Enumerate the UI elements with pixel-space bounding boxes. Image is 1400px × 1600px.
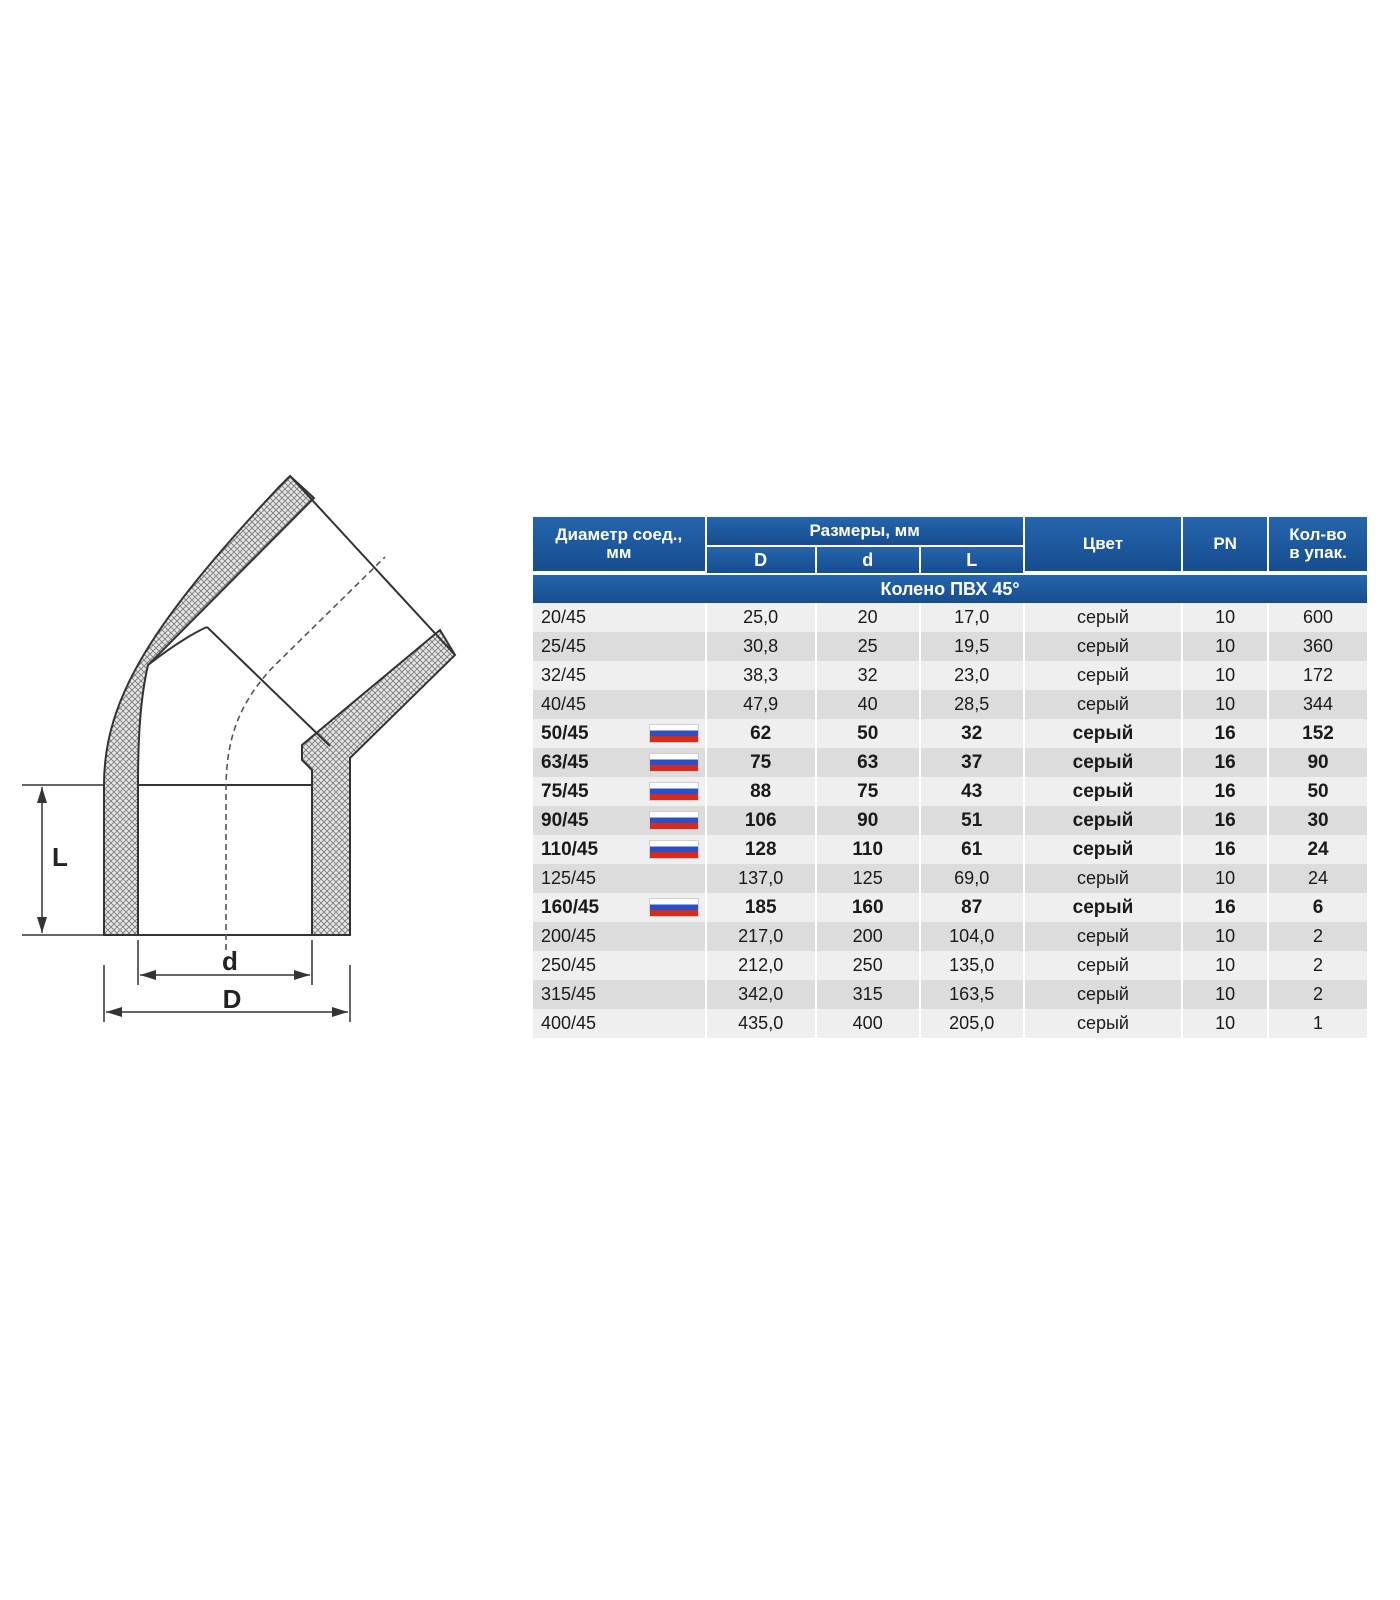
cell-qty: 360: [1269, 632, 1367, 661]
size-label: 32/45: [541, 665, 587, 685]
size-label: 110/45: [541, 838, 599, 860]
cell-d: 90: [817, 806, 919, 835]
table-caption: Колено ПВХ 45°: [533, 573, 1367, 603]
cell-d: 88: [707, 777, 815, 806]
cell-size: [533, 806, 705, 835]
russia-flag-icon: [649, 753, 699, 772]
dimension-L-arrow-top: [37, 787, 47, 803]
cell-d: 137,0: [707, 864, 815, 893]
size-label: 25/45: [541, 636, 587, 656]
cell-pn: 16: [1183, 719, 1267, 748]
cell-d: 125: [817, 864, 919, 893]
cell-size: [533, 835, 705, 864]
size-label: 400/45: [541, 1013, 597, 1033]
dimension-D-label: D: [222, 984, 242, 1014]
cell-qty: 344: [1269, 690, 1367, 719]
cell-color: серый: [1025, 922, 1182, 951]
cell-d: 435,0: [707, 1009, 815, 1038]
spec-table: [531, 517, 1369, 1038]
cell-qty: 24: [1269, 864, 1367, 893]
cell-d: 50: [817, 719, 919, 748]
table-row: [533, 632, 1367, 661]
dimension-d-arrow-right: [294, 970, 310, 980]
cell-size: [533, 719, 705, 748]
dimension-d-arrow-left: [140, 970, 156, 980]
cell-pn: 10: [1183, 603, 1267, 632]
cell-color: серый: [1025, 632, 1182, 661]
cell-size: [533, 748, 705, 777]
cell-qty: 2: [1269, 980, 1367, 1009]
cell-d: 25: [817, 632, 919, 661]
dimension-D-arrow-left: [106, 1007, 122, 1017]
cell-pn: 10: [1183, 922, 1267, 951]
elbow-drawing: [0, 470, 470, 1030]
cell-qty: 50: [1269, 777, 1367, 806]
cell-qty: 152: [1269, 719, 1367, 748]
cell-d: 212,0: [707, 951, 815, 980]
table-row: [533, 690, 1367, 719]
cell-d: 62: [707, 719, 815, 748]
cell-l: 28,5: [921, 690, 1023, 719]
russia-flag-icon: [649, 782, 699, 801]
size-label: 63/45: [541, 751, 589, 773]
cell-size: [533, 603, 705, 632]
cell-d: 40: [817, 690, 919, 719]
size-label: 20/45: [541, 607, 587, 627]
cell-d: 250: [817, 951, 919, 980]
cell-l: 19,5: [921, 632, 1023, 661]
russia-flag-icon: [649, 811, 699, 830]
cell-qty: 2: [1269, 922, 1367, 951]
cell-size: [533, 864, 705, 893]
cell-d: 200: [817, 922, 919, 951]
header-L: L: [921, 547, 1023, 573]
russia-flag-icon: [649, 840, 699, 859]
header-quantity-per-pack: Кол-во в упак.: [1269, 517, 1367, 573]
table-row: [533, 893, 1367, 922]
table-row: [533, 951, 1367, 980]
cell-l: 17,0: [921, 603, 1023, 632]
cell-l: 32: [921, 719, 1023, 748]
size-label: 250/45: [541, 955, 597, 975]
elbow-inner-bore: [138, 627, 312, 785]
cell-pn: 10: [1183, 864, 1267, 893]
table-body: [533, 603, 1367, 1038]
cell-color: серый: [1025, 835, 1182, 864]
cell-pn: 16: [1183, 748, 1267, 777]
cell-size: [533, 980, 705, 1009]
cell-size: [533, 951, 705, 980]
cell-qty: 90: [1269, 748, 1367, 777]
cell-l: 205,0: [921, 1009, 1023, 1038]
cell-d: 47,9: [707, 690, 815, 719]
cell-pn: 16: [1183, 835, 1267, 864]
cell-pn: 10: [1183, 980, 1267, 1009]
table-row: [533, 1009, 1367, 1038]
cell-size: [533, 1009, 705, 1038]
cell-l: 43: [921, 777, 1023, 806]
cell-color: серый: [1025, 777, 1182, 806]
cell-size: [533, 922, 705, 951]
cell-l: 23,0: [921, 661, 1023, 690]
cell-l: 163,5: [921, 980, 1023, 1009]
header-pn: PN: [1183, 517, 1267, 573]
dimension-d-label: d: [222, 946, 238, 976]
table-row: [533, 980, 1367, 1009]
cell-l: 135,0: [921, 951, 1023, 980]
elbow-socket-right-wall: [302, 630, 455, 935]
table-row: [533, 835, 1367, 864]
cell-l: 61: [921, 835, 1023, 864]
cell-color: серый: [1025, 603, 1182, 632]
cell-color: серый: [1025, 748, 1182, 777]
cell-color: серый: [1025, 980, 1182, 1009]
size-label: 200/45: [541, 926, 597, 946]
cell-color: серый: [1025, 719, 1182, 748]
elbow-outer-wall: [104, 476, 314, 935]
cell-qty: 6: [1269, 893, 1367, 922]
cell-color: серый: [1025, 661, 1182, 690]
cell-color: серый: [1025, 893, 1182, 922]
russia-flag-icon: [649, 898, 699, 917]
header-d: d: [817, 547, 919, 573]
cell-pn: 10: [1183, 951, 1267, 980]
cell-d: 128: [707, 835, 815, 864]
cell-d: 217,0: [707, 922, 815, 951]
cell-pn: 10: [1183, 690, 1267, 719]
cell-l: 69,0: [921, 864, 1023, 893]
size-label: 315/45: [541, 984, 597, 1004]
cell-l: 87: [921, 893, 1023, 922]
cell-d: 160: [817, 893, 919, 922]
dimension-L-arrow-bottom: [37, 917, 47, 933]
cell-color: серый: [1025, 806, 1182, 835]
cell-d: 106: [707, 806, 815, 835]
cell-qty: 24: [1269, 835, 1367, 864]
header-connection-diameter: Диаметр соед., мм: [533, 517, 705, 573]
table-row: [533, 864, 1367, 893]
cell-d: 75: [817, 777, 919, 806]
table-row: [533, 806, 1367, 835]
table-row: [533, 603, 1367, 632]
cell-qty: 600: [1269, 603, 1367, 632]
cell-size: [533, 893, 705, 922]
cell-d: 32: [817, 661, 919, 690]
table-row: [533, 748, 1367, 777]
cell-d: 400: [817, 1009, 919, 1038]
size-label: 75/45: [541, 780, 589, 802]
cell-pn: 16: [1183, 806, 1267, 835]
cell-pn: 16: [1183, 777, 1267, 806]
cell-l: 104,0: [921, 922, 1023, 951]
cell-d: 342,0: [707, 980, 815, 1009]
cell-size: [533, 777, 705, 806]
russia-flag-icon: [649, 724, 699, 743]
cell-color: серый: [1025, 864, 1182, 893]
cell-l: 51: [921, 806, 1023, 835]
dimension-D-arrow-right: [332, 1007, 348, 1017]
cell-qty: 30: [1269, 806, 1367, 835]
cell-d: 185: [707, 893, 815, 922]
table-row: [533, 661, 1367, 690]
table-row: [533, 777, 1367, 806]
cell-d: 30,8: [707, 632, 815, 661]
cell-pn: 16: [1183, 893, 1267, 922]
cell-color: серый: [1025, 690, 1182, 719]
cell-qty: 172: [1269, 661, 1367, 690]
size-label: 50/45: [541, 722, 589, 744]
cell-size: [533, 690, 705, 719]
cell-d: 63: [817, 748, 919, 777]
cell-size: [533, 632, 705, 661]
cell-d: 315: [817, 980, 919, 1009]
table-row: [533, 922, 1367, 951]
header-color: Цвет: [1025, 517, 1182, 573]
cell-color: серый: [1025, 951, 1182, 980]
cell-d: 75: [707, 748, 815, 777]
cell-d: 38,3: [707, 661, 815, 690]
cell-qty: 1: [1269, 1009, 1367, 1038]
size-label: 160/45: [541, 896, 600, 918]
size-label: 90/45: [541, 809, 589, 831]
header-dimensions: Размеры, мм: [707, 517, 1023, 547]
cell-pn: 10: [1183, 661, 1267, 690]
cell-qty: 2: [1269, 951, 1367, 980]
cell-color: серый: [1025, 1009, 1182, 1038]
table-row: [533, 719, 1367, 748]
dimension-L-label: L: [52, 842, 68, 872]
cell-pn: 10: [1183, 632, 1267, 661]
cell-l: 37: [921, 748, 1023, 777]
cell-size: [533, 661, 705, 690]
size-label: 125/45: [541, 868, 597, 888]
header-D: D: [707, 547, 815, 573]
cell-d: 20: [817, 603, 919, 632]
cell-pn: 10: [1183, 1009, 1267, 1038]
cell-d: 25,0: [707, 603, 815, 632]
size-label: 40/45: [541, 694, 587, 714]
cell-d: 110: [817, 835, 919, 864]
